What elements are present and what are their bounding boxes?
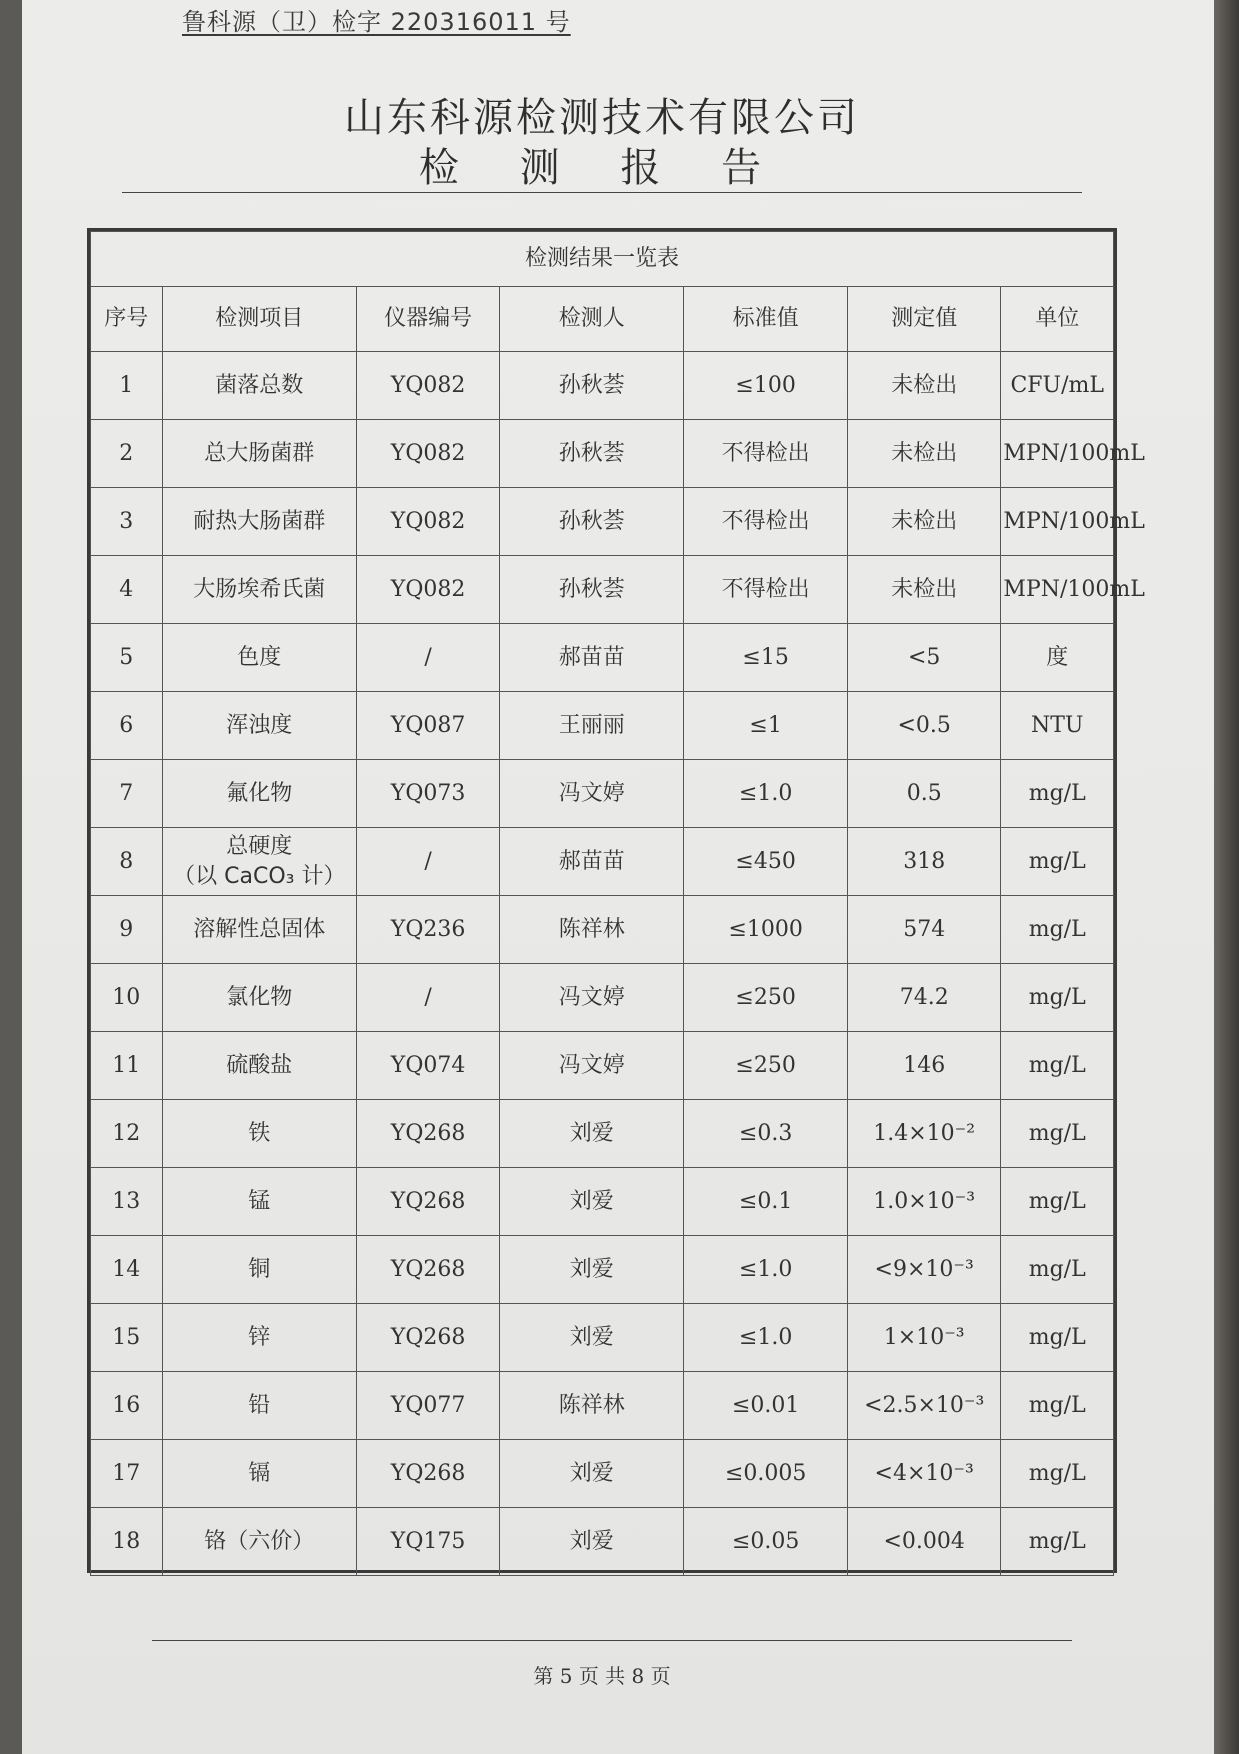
cell-unit-text: MPN/100mL — [1003, 440, 1145, 466]
cell-unit-text: CFU/mL — [1010, 372, 1104, 398]
column-header-no: 序号 — [91, 287, 163, 352]
cell-instrument — [356, 828, 499, 896]
cell-instrument-text: / — [424, 848, 432, 874]
cell-unit-text: mg/L — [1028, 1052, 1086, 1078]
cell-measured-text: 318 — [903, 848, 946, 874]
cell-unit — [1001, 1168, 1114, 1236]
cell-measured-text: 74.2 — [899, 984, 949, 1010]
cell-tester-text: 王丽丽 — [558, 712, 625, 738]
cell-standard — [684, 420, 848, 488]
cell-measured — [847, 488, 1000, 556]
cell-instrument-text: YQ268 — [390, 1256, 466, 1282]
cell-unit — [1001, 760, 1114, 828]
cell-instrument-text: YQ175 — [390, 1528, 466, 1554]
cell-no-text: 9 — [119, 916, 134, 942]
cell-unit-text: mg/L — [1028, 1324, 1086, 1350]
column-header-standard: 标准值 — [684, 287, 848, 352]
cell-measured — [847, 828, 1000, 896]
table-row — [91, 1168, 1114, 1236]
cell-item — [162, 1304, 356, 1372]
cell-tester — [500, 828, 684, 896]
cell-measured-text: 未检出 — [891, 508, 958, 534]
cell-measured — [847, 1032, 1000, 1100]
cell-unit — [1001, 352, 1114, 420]
cell-item — [162, 624, 356, 692]
cell-no — [91, 828, 163, 896]
report-number: 鲁科源（卫）检字 220316011 号 — [182, 8, 571, 36]
cell-instrument — [356, 1440, 499, 1508]
cell-item — [162, 692, 356, 760]
table-row — [91, 420, 1114, 488]
cell-tester-text: 郝苗苗 — [558, 644, 625, 670]
report-title: 检 测 报 告 — [418, 145, 786, 191]
cell-instrument-text: / — [424, 984, 432, 1010]
cell-item — [162, 896, 356, 964]
cell-item-text: 菌落总数 — [215, 372, 304, 398]
cell-unit — [1001, 1032, 1114, 1100]
cell-instrument-text: YQ074 — [390, 1052, 466, 1078]
table-row — [91, 896, 1114, 964]
cell-item — [162, 556, 356, 624]
cell-unit — [1001, 896, 1114, 964]
cell-measured-text: 未检出 — [891, 372, 958, 398]
cell-no — [91, 1032, 163, 1100]
cell-instrument — [356, 760, 499, 828]
cell-no — [91, 1304, 163, 1372]
cell-instrument — [356, 488, 499, 556]
cell-unit — [1001, 1100, 1114, 1168]
cell-tester — [500, 1372, 684, 1440]
cell-measured — [847, 760, 1000, 828]
cell-no — [91, 488, 163, 556]
cell-no-text: 8 — [119, 848, 134, 874]
cell-measured — [847, 420, 1000, 488]
cell-instrument-text: YQ077 — [390, 1392, 466, 1418]
cell-no — [91, 624, 163, 692]
cell-standard — [684, 1236, 848, 1304]
cell-item-text: 总硬度 — [226, 833, 293, 859]
cell-unit-text: mg/L — [1028, 848, 1086, 874]
cell-measured — [847, 1508, 1000, 1576]
cell-unit-text: mg/L — [1028, 1256, 1086, 1282]
page-number: 第 5 页 共 8 页 — [533, 1664, 671, 1688]
cell-item-text: 锰 — [248, 1188, 271, 1214]
cell-tester — [500, 896, 684, 964]
table-row — [91, 760, 1114, 828]
cell-tester — [500, 1440, 684, 1508]
cell-item-text: 镉 — [248, 1460, 271, 1486]
cell-measured-text: <5 — [907, 644, 941, 670]
cell-no — [91, 1372, 163, 1440]
cell-unit — [1001, 964, 1114, 1032]
table-row — [91, 828, 1114, 896]
cell-measured-text: 1.4×10⁻² — [873, 1120, 976, 1146]
cell-no-text: 6 — [119, 712, 134, 738]
cell-item — [162, 1168, 356, 1236]
cell-unit — [1001, 1236, 1114, 1304]
cell-tester-text: 刘爱 — [569, 1188, 614, 1214]
cell-standard-text: ≤0.05 — [731, 1528, 800, 1554]
cell-unit-text: mg/L — [1028, 984, 1086, 1010]
cell-tester-text: 陈祥林 — [558, 916, 625, 942]
cell-item — [162, 964, 356, 1032]
cell-standard-text: ≤15 — [742, 644, 789, 670]
cell-item — [162, 828, 356, 896]
cell-instrument-text: / — [424, 644, 432, 670]
cell-no — [91, 1236, 163, 1304]
company-name: 山东科源检测技术有限公司 — [344, 95, 860, 141]
cell-unit — [1001, 1304, 1114, 1372]
column-header-tester: 检测人 — [500, 287, 684, 352]
table-row — [91, 352, 1114, 420]
cell-standard-text: ≤0.3 — [738, 1120, 793, 1146]
cell-standard-text: 不得检出 — [721, 576, 810, 602]
cell-item-text: 色度 — [237, 644, 282, 670]
cell-measured-text: 未检出 — [891, 576, 958, 602]
cell-no — [91, 692, 163, 760]
cell-tester — [500, 352, 684, 420]
cell-standard-text: ≤250 — [735, 984, 796, 1010]
cell-tester-text: 孙秋荟 — [558, 440, 625, 466]
cell-tester-text: 冯文婷 — [558, 780, 625, 806]
cell-tester — [500, 692, 684, 760]
cell-tester — [500, 420, 684, 488]
cell-instrument — [356, 692, 499, 760]
cell-standard-text: ≤0.01 — [731, 1392, 800, 1418]
cell-instrument — [356, 1100, 499, 1168]
table-row — [91, 556, 1114, 624]
cell-measured-text: <9×10⁻³ — [874, 1256, 974, 1282]
cell-measured — [847, 1100, 1000, 1168]
cell-no-text: 11 — [112, 1052, 141, 1078]
cell-instrument — [356, 1372, 499, 1440]
cell-no — [91, 964, 163, 1032]
cell-no-text: 5 — [119, 644, 134, 670]
cell-measured-text: <0.004 — [883, 1528, 965, 1554]
cell-item — [162, 1372, 356, 1440]
cell-standard — [684, 488, 848, 556]
cell-item — [162, 1032, 356, 1100]
cell-tester-text: 孙秋荟 — [558, 508, 625, 534]
cell-no-text: 10 — [112, 984, 141, 1010]
cell-unit — [1001, 1440, 1114, 1508]
cell-unit — [1001, 488, 1145, 556]
cell-item-text: 耐热大肠菌群 — [193, 508, 326, 534]
cell-no-text: 16 — [112, 1392, 141, 1418]
cell-measured — [847, 896, 1000, 964]
cell-measured — [847, 1236, 1000, 1304]
cell-tester-text: 陈祥林 — [558, 1392, 625, 1418]
cell-item-note: （以 CaCO₃ 计） — [173, 863, 346, 889]
column-header-instrument: 仪器编号 — [356, 287, 499, 352]
cell-unit-text: mg/L — [1028, 916, 1086, 942]
cell-item — [162, 352, 356, 420]
cell-measured — [847, 1304, 1000, 1372]
cell-unit-text: mg/L — [1028, 780, 1086, 806]
cell-instrument — [356, 1032, 499, 1100]
cell-unit-text: mg/L — [1028, 1120, 1086, 1146]
cell-no-text: 3 — [119, 508, 134, 534]
cell-standard — [684, 1508, 848, 1576]
cell-item-text: 铅 — [248, 1392, 271, 1418]
cell-item — [162, 760, 356, 828]
cell-no-text: 17 — [112, 1460, 141, 1486]
cell-instrument — [356, 1304, 499, 1372]
cell-instrument-text: YQ087 — [390, 712, 466, 738]
table-row — [91, 1032, 1114, 1100]
cell-unit-text: mg/L — [1028, 1188, 1086, 1214]
results-table — [90, 231, 1145, 1576]
cell-standard-text: ≤100 — [735, 372, 796, 398]
cell-unit-text: mg/L — [1028, 1392, 1086, 1418]
cell-item-text: 锌 — [248, 1324, 271, 1350]
cell-standard-text: ≤1.0 — [738, 780, 793, 806]
report-page — [22, 0, 1214, 1754]
cell-unit — [1001, 692, 1114, 760]
cell-tester — [500, 1100, 684, 1168]
cell-no — [91, 1168, 163, 1236]
cell-item-text: 氟化物 — [226, 780, 293, 806]
cell-no — [91, 420, 163, 488]
cell-measured — [847, 1440, 1000, 1508]
cell-standard — [684, 1372, 848, 1440]
table-row — [91, 964, 1114, 1032]
cell-standard-text: 不得检出 — [721, 508, 810, 534]
cell-tester — [500, 1508, 684, 1576]
cell-item-text: 铁 — [248, 1120, 271, 1146]
cell-standard — [684, 1168, 848, 1236]
cell-tester — [500, 556, 684, 624]
cell-tester-text: 郝苗苗 — [558, 848, 625, 874]
cell-no-text: 18 — [112, 1528, 141, 1554]
cell-unit-text: mg/L — [1028, 1528, 1086, 1554]
cell-standard — [684, 760, 848, 828]
cell-item — [162, 488, 356, 556]
cell-no-text: 13 — [112, 1188, 141, 1214]
cell-instrument-text: YQ268 — [390, 1188, 466, 1214]
cell-item — [162, 1440, 356, 1508]
cell-measured — [847, 1168, 1000, 1236]
cell-instrument-text: YQ236 — [390, 916, 466, 942]
cell-standard-text: 不得检出 — [721, 440, 810, 466]
cell-instrument-text: YQ082 — [390, 508, 466, 534]
cell-unit — [1001, 828, 1114, 896]
footer-rule — [152, 1640, 1072, 1641]
cell-no — [91, 760, 163, 828]
cell-no — [91, 556, 163, 624]
cell-measured-text: 0.5 — [906, 780, 942, 806]
cell-item — [162, 1508, 356, 1576]
cell-measured-text: 574 — [903, 916, 946, 942]
cell-measured-text: 1×10⁻³ — [883, 1324, 965, 1350]
cell-standard — [684, 556, 848, 624]
cell-measured-text: 146 — [903, 1052, 946, 1078]
cell-no — [91, 896, 163, 964]
column-header-measured: 测定值 — [847, 287, 1000, 352]
cell-item — [162, 420, 356, 488]
cell-tester-text: 刘爱 — [569, 1324, 614, 1350]
table-row — [91, 624, 1114, 692]
cell-instrument-text: YQ073 — [390, 780, 466, 806]
cell-standard — [684, 896, 848, 964]
cell-item-text: 大肠埃希氏菌 — [193, 576, 326, 602]
cell-standard — [684, 624, 848, 692]
cell-tester — [500, 1032, 684, 1100]
binder-spine — [1214, 0, 1239, 1754]
cell-standard — [684, 1440, 848, 1508]
cell-tester-text: 刘爱 — [569, 1528, 614, 1554]
cell-tester-text: 冯文婷 — [558, 984, 625, 1010]
header-rule — [122, 192, 1082, 193]
table-row — [91, 488, 1114, 556]
cell-tester — [500, 1304, 684, 1372]
cell-standard — [684, 1100, 848, 1168]
cell-standard-text: ≤1000 — [728, 916, 803, 942]
cell-unit — [1001, 1372, 1114, 1440]
cell-standard-text: ≤450 — [735, 848, 796, 874]
table-row — [91, 1304, 1114, 1372]
cell-tester — [500, 1236, 684, 1304]
cell-instrument — [356, 964, 499, 1032]
cell-no-text: 15 — [112, 1324, 141, 1350]
cell-unit — [1001, 420, 1145, 488]
cell-measured-text: <0.5 — [897, 712, 951, 738]
cell-no-text: 12 — [112, 1120, 141, 1146]
cell-standard-text: ≤0.1 — [738, 1188, 793, 1214]
cell-tester-text: 孙秋荟 — [558, 372, 625, 398]
cell-standard-text: ≤0.005 — [724, 1460, 807, 1486]
cell-instrument-text: YQ082 — [390, 440, 466, 466]
cell-standard-text: ≤250 — [735, 1052, 796, 1078]
cell-tester-text: 刘爱 — [569, 1120, 614, 1146]
cell-unit-text: MPN/100mL — [1003, 576, 1145, 602]
column-header-item: 检测项目 — [162, 287, 356, 352]
cell-unit-text: 度 — [1046, 644, 1069, 670]
cell-instrument — [356, 1168, 499, 1236]
cell-unit — [1001, 556, 1145, 624]
cell-tester — [500, 760, 684, 828]
cell-unit-text: mg/L — [1028, 1460, 1086, 1486]
cell-standard — [684, 1304, 848, 1372]
cell-instrument — [356, 352, 499, 420]
cell-tester-text: 孙秋荟 — [558, 576, 625, 602]
cell-no — [91, 1100, 163, 1168]
cell-tester — [500, 964, 684, 1032]
cell-instrument-text: YQ082 — [390, 576, 466, 602]
table-caption: 检测结果一览表 — [91, 232, 1114, 287]
cell-no — [91, 352, 163, 420]
column-header-unit: 单位 — [1001, 287, 1114, 352]
cell-tester — [500, 488, 684, 556]
cell-measured — [847, 1372, 1000, 1440]
cell-no-text: 14 — [112, 1256, 141, 1282]
table-row — [91, 692, 1114, 760]
cell-tester — [500, 624, 684, 692]
cell-no-text: 4 — [119, 576, 134, 602]
cell-item-text: 溶解性总固体 — [193, 916, 326, 942]
cell-unit-text: NTU — [1030, 712, 1084, 738]
cell-instrument — [356, 1508, 499, 1576]
cell-tester-text: 冯文婷 — [558, 1052, 625, 1078]
cell-standard — [684, 352, 848, 420]
cell-standard-text: ≤1.0 — [738, 1324, 793, 1350]
cell-item-text: 浑浊度 — [226, 712, 293, 738]
cell-instrument — [356, 556, 499, 624]
cell-instrument-text: YQ268 — [390, 1460, 466, 1486]
cell-standard-text: ≤1 — [749, 712, 782, 738]
cell-no — [91, 1440, 163, 1508]
cell-item-text: 铬（六价） — [204, 1528, 315, 1554]
cell-item — [162, 1100, 356, 1168]
cell-item — [162, 1236, 356, 1304]
results-table-frame — [87, 228, 1145, 1573]
cell-standard — [684, 692, 848, 760]
cell-instrument-text: YQ268 — [390, 1120, 466, 1146]
table-row — [91, 1372, 1114, 1440]
cell-measured — [847, 556, 1000, 624]
table-row — [91, 1100, 1114, 1168]
table-row — [91, 1236, 1114, 1304]
cell-measured-text: 未检出 — [891, 440, 958, 466]
cell-tester-text: 刘爱 — [569, 1460, 614, 1486]
cell-instrument-text: YQ082 — [390, 372, 466, 398]
cell-unit — [1001, 624, 1114, 692]
cell-item-text: 氯化物 — [226, 984, 293, 1010]
cell-instrument — [356, 420, 499, 488]
cell-no-text: 2 — [119, 440, 134, 466]
table-row — [91, 1440, 1114, 1508]
cell-no — [91, 1508, 163, 1576]
cell-item-text: 硫酸盐 — [226, 1052, 293, 1078]
cell-standard — [684, 964, 848, 1032]
cell-no-text: 1 — [119, 372, 134, 398]
cell-instrument-text: YQ268 — [390, 1324, 466, 1350]
cell-no-text: 7 — [119, 780, 134, 806]
cell-unit — [1001, 1508, 1114, 1576]
cell-standard-text: ≤1.0 — [738, 1256, 793, 1282]
cell-standard — [684, 1032, 848, 1100]
cell-instrument — [356, 624, 499, 692]
cell-measured-text: <4×10⁻³ — [874, 1460, 974, 1486]
cell-measured — [847, 692, 1000, 760]
cell-item-text: 总大肠菌群 — [204, 440, 315, 466]
table-row — [91, 1508, 1114, 1576]
cell-measured — [847, 624, 1000, 692]
cell-item-text: 铜 — [248, 1256, 271, 1282]
cell-measured-text: <2.5×10⁻³ — [864, 1392, 985, 1418]
cell-measured-text: 1.0×10⁻³ — [873, 1188, 976, 1214]
cell-tester — [500, 1168, 684, 1236]
cell-tester-text: 刘爱 — [569, 1256, 614, 1282]
cell-unit-text: MPN/100mL — [1003, 508, 1145, 534]
cell-standard — [684, 828, 848, 896]
cell-instrument — [356, 896, 499, 964]
cell-instrument — [356, 1236, 499, 1304]
cell-measured — [847, 352, 1000, 420]
cell-measured — [847, 964, 1000, 1032]
table-header-row — [91, 287, 1114, 352]
